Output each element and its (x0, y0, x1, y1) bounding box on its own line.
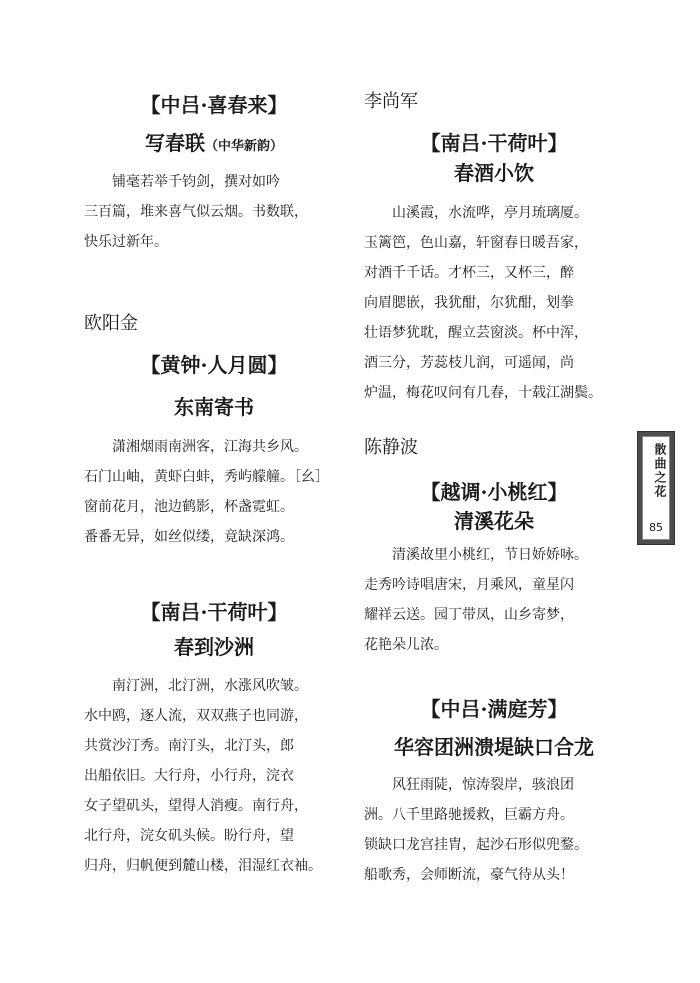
side-tab-panel (642, 436, 670, 540)
poem-title-5: 清溪花朵 (454, 509, 534, 533)
author-name-4: 李尚军 (364, 91, 418, 112)
poem-line: 向眉腮嵌，我犹酣，尔犹酣，划拳 (364, 295, 574, 311)
poem-line: 洲。八千里路驰援救，巨霸方舟。 (364, 807, 574, 823)
qupai-heading-4: 【南吕·干荷叶】 (420, 131, 568, 155)
poem-line: 船歌秀，会师断流，豪气待从头！ (364, 867, 574, 883)
poem-line: 归舟，归帆便到麓山楼，泪湿红衣袖。 (84, 858, 322, 874)
poem-line: 风狂雨陡，惊涛裂岸，骇浪团 (392, 777, 574, 793)
poem-line: 铺毫若举千钧剑，撰对如吟 (112, 174, 280, 190)
poem-line: 出船依旧。大行舟，小行舟，浣衣 (84, 768, 294, 784)
poem-line: 潇湘烟雨南洲客，江海共乡风。 (112, 439, 308, 455)
poem-line: 山溪霞，水流哗，亭月琉璃厦。 (392, 205, 588, 221)
poem-line: 快乐过新年。 (84, 234, 168, 250)
poem-title-3: 春到沙洲 (174, 635, 254, 659)
poem-title-4: 春酒小饮 (454, 161, 534, 185)
poem-line: 锁缺口龙宫挂胄，起沙石形似兜鍪。 (364, 837, 588, 853)
poem-line: 北行舟，浣女矶头候。盼行舟，望 (84, 828, 294, 844)
poem-body-5 (364, 540, 588, 660)
poem-body-3 (84, 671, 322, 881)
poem-line: 石门山岫，黄虾白蚌，秀屿艨艟。［幺］ (84, 469, 329, 485)
poem-line: 女子望矶头，望得人消瘦。南行舟， (84, 798, 308, 814)
poem-body-4 (364, 198, 602, 408)
poem-line: 共赏沙汀秀。南汀头，北汀头，郎 (84, 738, 294, 754)
qupai-heading-3: 【南吕·干荷叶】 (140, 600, 288, 624)
poem-title-text: 写春联 (144, 131, 205, 155)
page-number: 85 (649, 521, 663, 534)
poem-title-6: 华容团洲溃堤缺口合龙 (394, 735, 594, 759)
poem-body-1 (84, 167, 308, 257)
poem-body-2 (84, 432, 329, 552)
qupai-heading-1: 【中吕·喜春来】 (140, 93, 288, 117)
poem-line: 炉温，梅花叹问有几春，十载江湖鬓。 (364, 385, 602, 401)
poem-line: 酒三分，芳蕊枝儿润，可遥闻，尚 (364, 355, 574, 371)
poem-line: 番番无异，如丝似缕，竟缺深鸿。 (84, 529, 294, 545)
poem-line: 耀祥云送。园丁带凤，山乡寄梦， (364, 607, 574, 623)
poem-line: 对酒千千话。才杯三，又杯三，醉 (364, 265, 574, 281)
author-name-2: 欧阳金 (84, 313, 138, 334)
poem-line: 玉篱笆，色山嘉，轩窗春日暖吾家， (364, 235, 588, 251)
poem-line: 窗前花月，池边鹤影，杯盏霓虹。 (84, 499, 294, 515)
qupai-heading-5: 【越调·小桃红】 (420, 480, 568, 504)
poem-body-6 (364, 770, 588, 890)
poem-line: 走秀吟诗唱唐宋，月乘风，童星闪 (364, 577, 574, 593)
poem-line: 水中鸥，逐人流，双双燕子也同游， (84, 708, 308, 724)
poem-title-note: （中华新韵） (204, 139, 283, 154)
poem-line: 清溪故里小桃红，节日娇娇咏。 (392, 547, 588, 563)
qupai-heading-2: 【黄钟·人月圆】 (140, 353, 288, 377)
poem-line: 壮语梦犹耽，醒立芸窗淡。杯中浑， (364, 325, 588, 341)
qupai-heading-6: 【中吕·满庭芳】 (420, 697, 568, 721)
poem-title-2: 东南寄书 (174, 395, 254, 419)
poem-line: 花艳朵儿浓。 (364, 637, 448, 653)
poem-title-1 (84, 130, 344, 160)
poem-line: 南汀洲，北汀洲，水涨风吹皱。 (112, 678, 308, 694)
poem-line: 三百篇，堆来喜气似云烟。书数联， (84, 204, 308, 220)
section-label: 散曲之花 (653, 443, 667, 499)
author-name-5: 陈静波 (364, 437, 418, 458)
section-side-tab (637, 431, 675, 545)
